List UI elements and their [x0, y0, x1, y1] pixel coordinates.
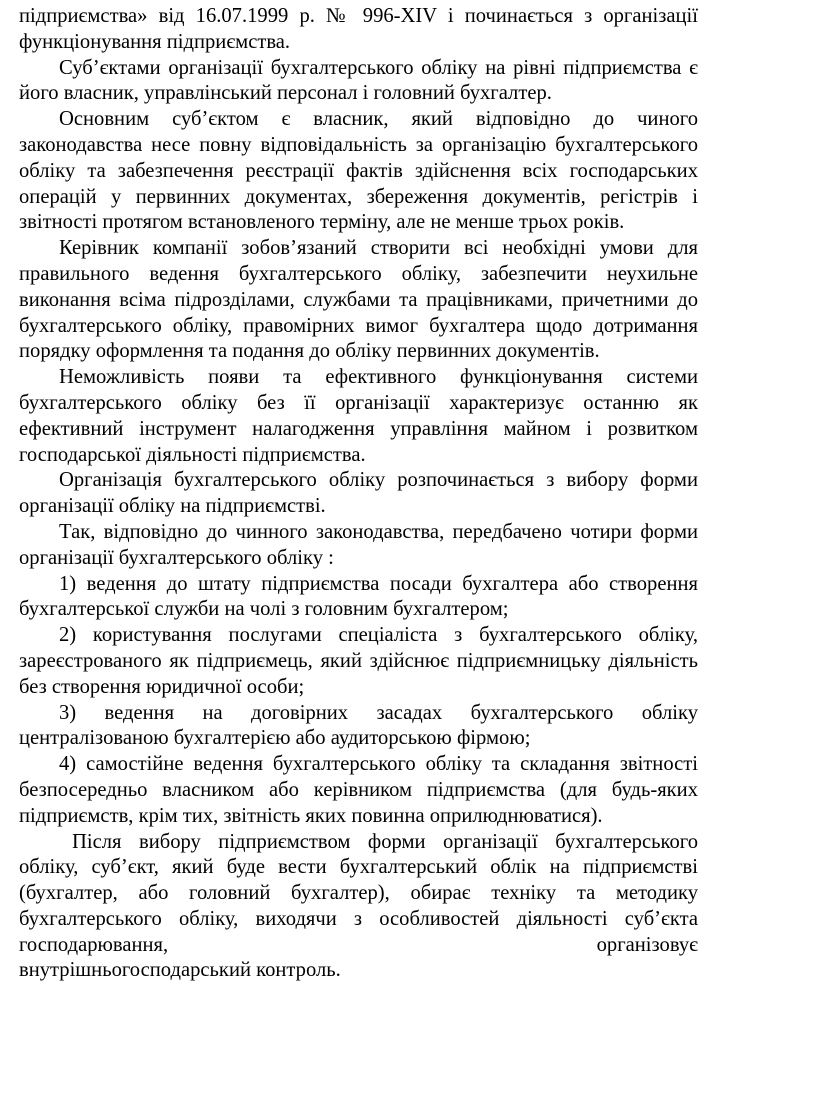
paragraph-2: Суб’єктами організації бухгалтерського обліку на рівні підприємства є його власник, управлінський персонал і головний бухгалтер. [19, 56, 698, 105]
paragraph-9: внутрішньогосподарський контроль. [19, 959, 341, 982]
paragraph-3: Основним суб’єктом є власник, який відповідно до чиного законодавства несе повну відповідальність за організацію бухгалтерського обліку та забезпечення реєстрації фактів здійснення всіх господарських операцій у первинних документах, збереження документів, регістрів і звітності протягом встановленого терміну, але не менше трьох років. [19, 108, 698, 234]
document-page [19, 4, 698, 984]
list-item-4: 4) самостійне ведення бухгалтерського обліку та складання звітності безпосередньо власником або керівником підприємства (для будь-яких підприємств, крім тих, звітність яких повинна оприлюднюватися). [19, 753, 698, 827]
paragraph-6: Організація бухгалтерського обліку розпочинається з вибору форми організації обліку на підприємстві. [19, 469, 698, 518]
paragraph-8: Після вибору підприємством форми організації бухгалтерського обліку, суб’єкт, який буде вести бухгалтерський облік на підприємстві (бухгалтер, або головний бухгалтер), обирає техніку та методику бухгалтерського обліку, виходячи з особливостей діяльності суб’єкта господарювання, організовує [19, 830, 698, 956]
list-item-3: 3) ведення на договірних засадах бухгалтерського обліку централізованою бухгалтерією або аудиторською фірмою; [19, 701, 698, 750]
paragraph-4: Керівник компанії зобов’язаний створити всі необхідні умови для правильного ведення бухгалтерського обліку, забезпечити неухильне виконання всіма підрозділами, службами та працівниками, причетними до бухгалтерського обліку, правомірних вимог бухгалтера щодо дотримання порядку оформлення та подання до обліку первинних документів. [19, 237, 698, 363]
list-item-2: 2) користування послугами спеціаліста з бухгалтерського обліку, зареєстрованого як підприємець, який здійснює підприємницьку діяльність без створення юридичної особи; [19, 624, 698, 698]
paragraph-7: Так, відповідно до чинного законодавства, передбачено чотири форми організації бухгалтерського обліку : [19, 520, 698, 569]
list-item-1: 1) ведення до штату підприємства посади бухгалтера або створення бухгалтерської служби на чолі з головним бухгалтером; [19, 572, 698, 621]
paragraph-1: підприємства» від 16.07.1999 р. № 996-XIV і починається з організації функціонування підприємства. [19, 5, 698, 53]
paragraph-5: Неможливість появи та ефективного функціонування системи бухгалтерського обліку без її організації характеризує останню як ефективний інструмент налагодження управління майном і розвитком господарської діяльності підприємства. [19, 366, 698, 466]
